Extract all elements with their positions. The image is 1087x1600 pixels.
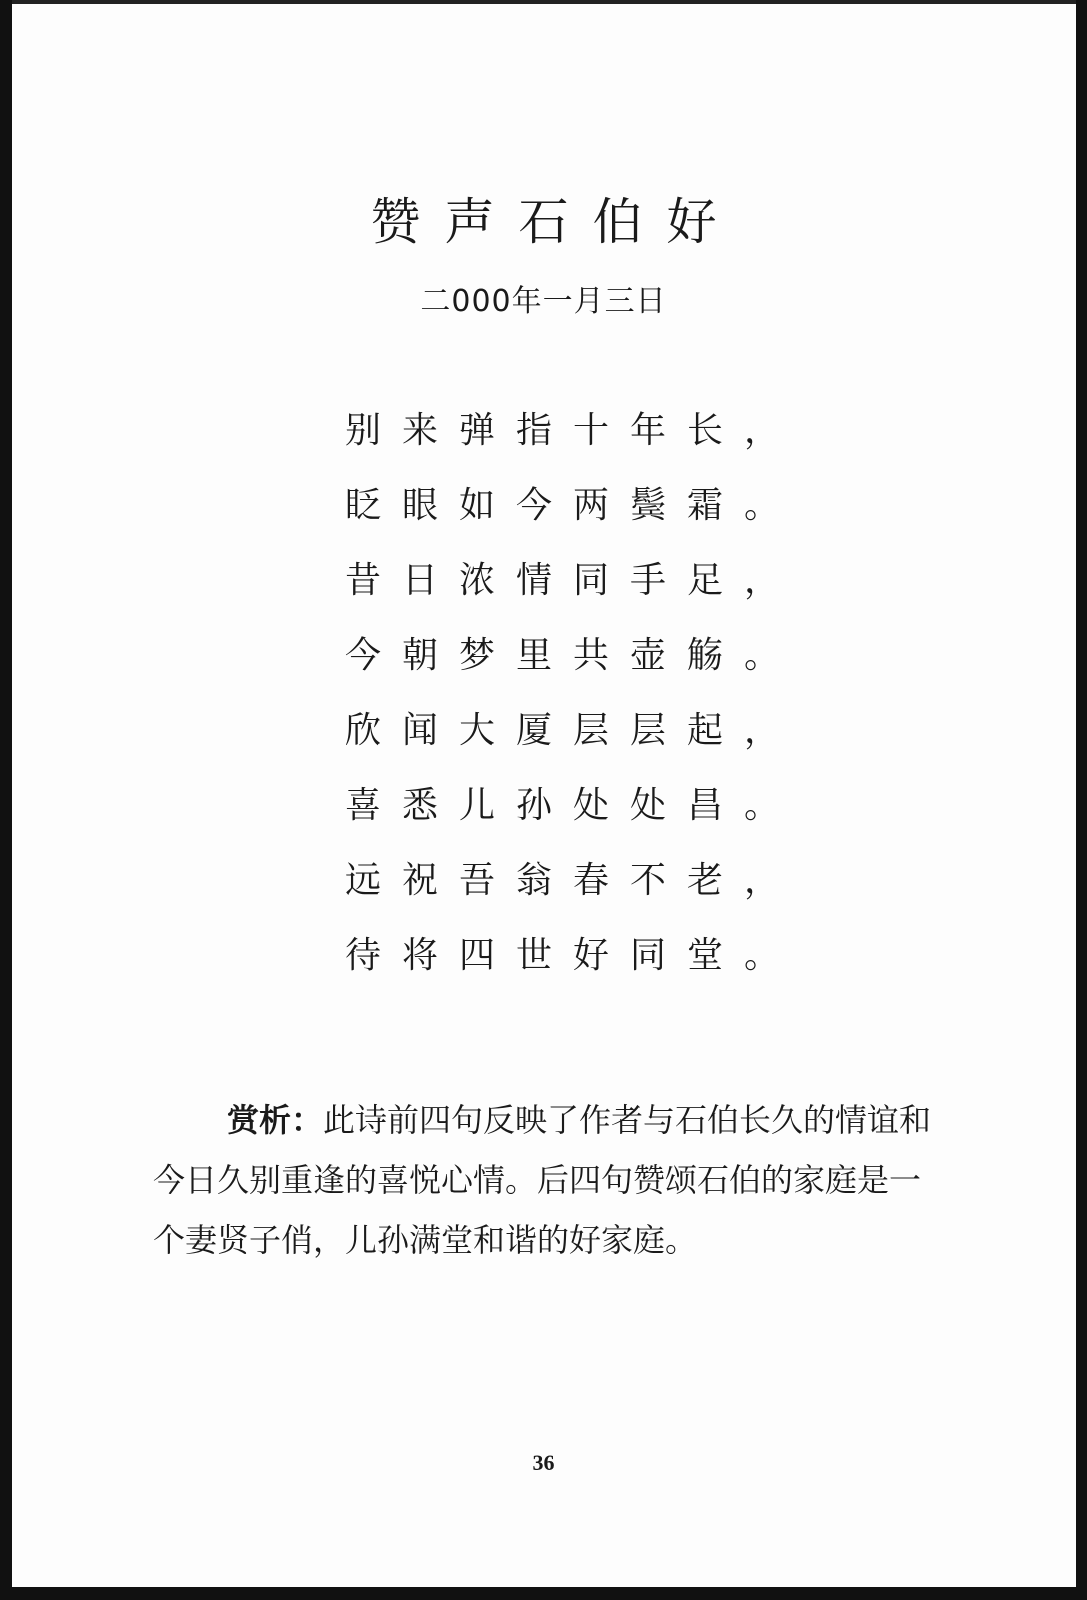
poem-line: 别来弹指十年长， xyxy=(345,410,802,451)
scan-edge-bottom xyxy=(0,1587,1087,1600)
analysis-paragraph xyxy=(153,1090,943,1270)
analysis-label: 赏析： xyxy=(227,1101,324,1139)
analysis-text: 此诗前四句反映了作者与石伯长久的情谊和今日久别重逢的喜悦心情。后四句赞颂石伯的家庭是一个妻贤子俏，儿孙满堂和谐的好家庭。 xyxy=(153,1101,932,1259)
poem-line: 待将四世好同堂。 xyxy=(345,935,802,976)
poem-title: 赞声石伯好 xyxy=(370,193,741,251)
page-number: 36 xyxy=(532,1450,555,1475)
scan-edge-top xyxy=(0,0,1087,4)
poem-body xyxy=(345,390,802,990)
poem-line: 喜悉儿孙处处昌。 xyxy=(345,785,802,826)
poem-line: 远祝吾翁春不老， xyxy=(345,860,802,901)
poem-date: 二000年一月三日 xyxy=(420,284,667,319)
poem-line: 眨眼如今两鬓霜。 xyxy=(345,485,802,526)
poem-line: 今朝梦里共壶觞。 xyxy=(345,635,802,676)
poem-line: 欣闻大厦层层起， xyxy=(345,710,802,751)
poem-line: 昔日浓情同手足， xyxy=(345,560,802,601)
